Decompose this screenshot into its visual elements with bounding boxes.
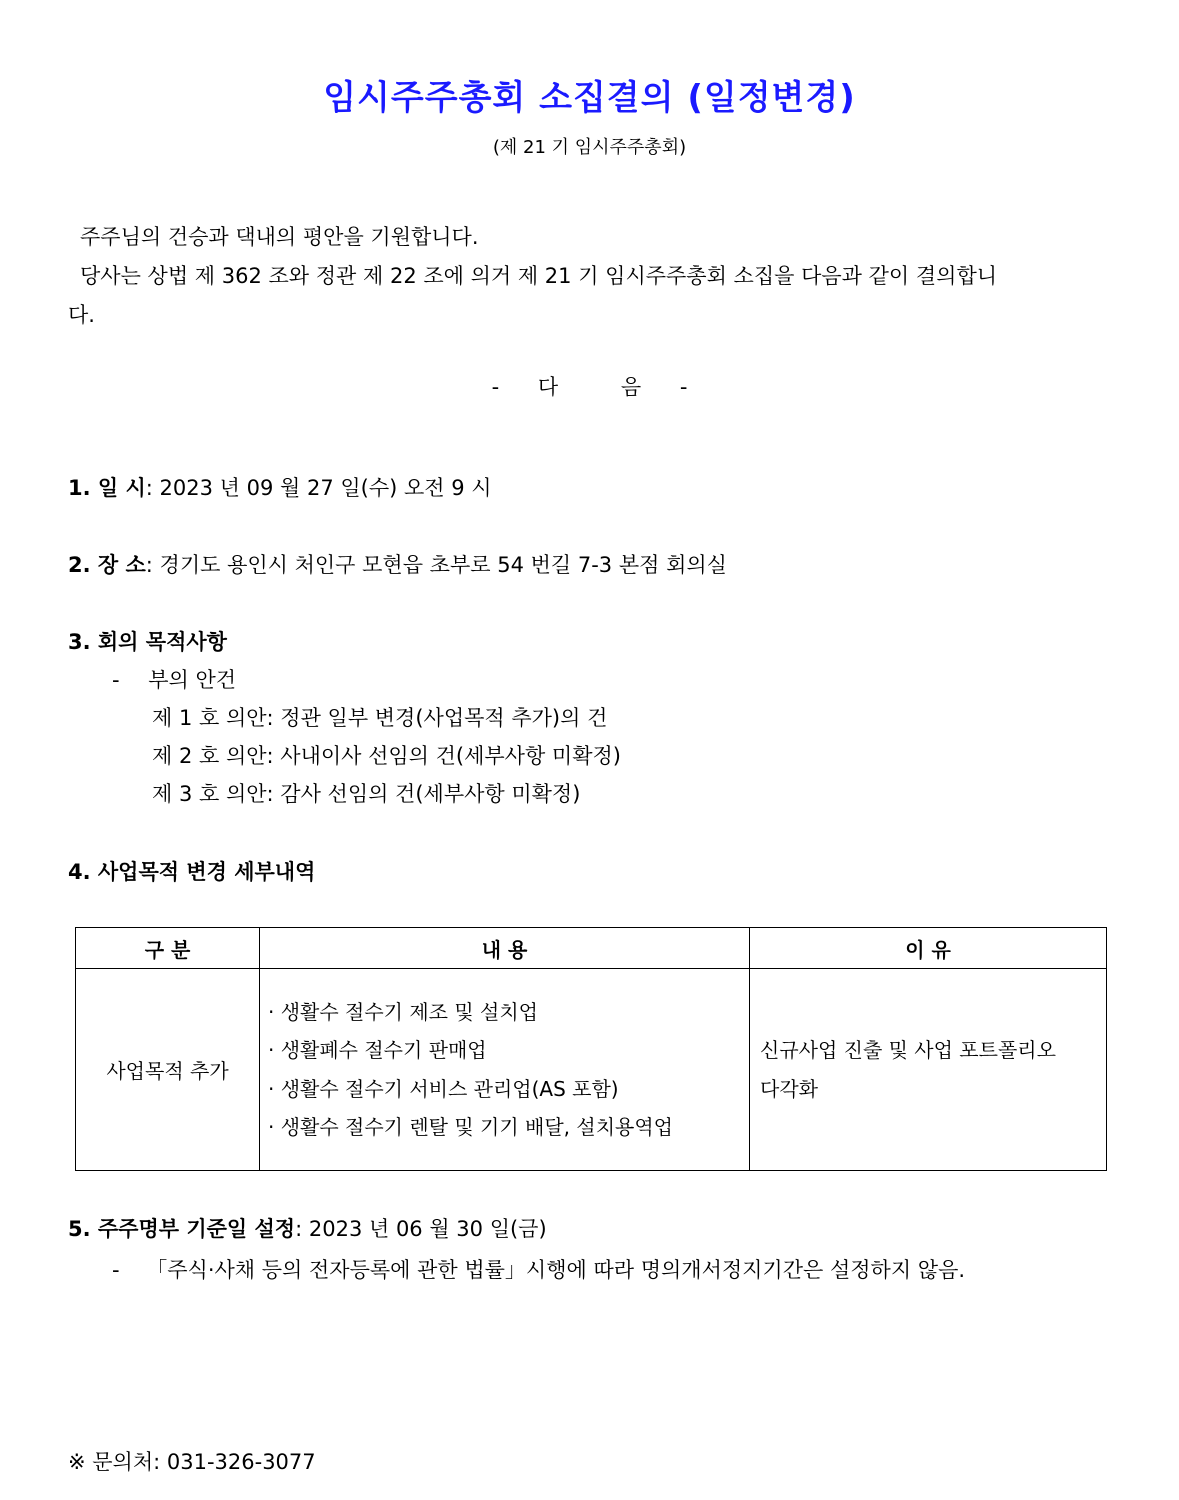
table-row <box>76 969 1107 1171</box>
section-value: : 2023 년 06 월 30 일(금) <box>295 1217 547 1241</box>
document-title: 임시주주총회 소집결의 (일정변경) <box>323 78 856 118</box>
intro-line: 주주님의 건승과 댁내의 평안을 기원합니다. <box>80 225 479 249</box>
intro-line: 다. <box>68 303 95 327</box>
table-header: 이 유 <box>750 928 1107 969</box>
table-cell-category: 사업목적 추가 <box>76 969 260 1171</box>
section-business-purpose <box>68 856 315 886</box>
next-dash: - <box>491 375 500 399</box>
table-header: 구 분 <box>76 928 260 969</box>
section-value: : 경기도 용인시 처인구 모현읍 초부로 54 번길 7-3 본점 회의실 <box>145 553 727 577</box>
next-char: 음 <box>620 375 642 399</box>
agenda-item: 제 2 호 의안: 사내이사 선임의 건(세부사항 미확정) <box>152 744 621 768</box>
record-date-note <box>112 1254 965 1284</box>
agenda-dash: - <box>112 668 120 692</box>
agenda-item: 제 1 호 의안: 정관 일부 변경(사업목적 추가)의 건 <box>152 706 608 730</box>
section-record-date <box>68 1213 547 1243</box>
content-item: · 생활수 절수기 렌탈 및 기기 배달, 설치용역업 <box>268 1115 673 1139</box>
contact-info: ※ 문의처: 031-326-3077 <box>68 1450 316 1474</box>
note-text: 「주식·사채 등의 전자등록에 관한 법률」시행에 따라 명의개서정지기간은 설정하지 않음. <box>146 1258 966 1282</box>
content-item: · 생활수 절수기 제조 및 설치업 <box>268 999 538 1024</box>
section-label: 4. 사업목적 변경 세부내역 <box>68 860 316 884</box>
section-label: 3. 회의 목적사항 <box>68 630 227 654</box>
content-item: · 생활수 절수기 서비스 관리업(AS 포함) <box>268 1076 619 1101</box>
table-header-row <box>76 928 1107 969</box>
table-cell-contents <box>260 969 750 1171</box>
section-datetime <box>68 472 492 502</box>
table-cell-reason <box>750 969 1107 1171</box>
section-place <box>68 549 727 579</box>
agenda-sub <box>112 664 236 694</box>
agenda-sub-label: 부의 안건 <box>148 668 237 692</box>
content-item: · 생활폐수 절수기 판매업 <box>268 1038 487 1062</box>
agenda-item: 제 3 호 의안: 감사 선임의 건(세부사항 미확정) <box>152 782 581 806</box>
next-heading <box>0 371 1179 401</box>
business-purpose-table <box>75 927 1107 1171</box>
intro-paragraph <box>68 218 1108 335</box>
section-label: 2. 장 소 <box>68 553 146 577</box>
section-label: 5. 주주명부 기준일 설정 <box>68 1217 296 1241</box>
document-subtitle: (제 21 기 임시주주총회) <box>492 137 687 158</box>
section-label: 1. 일 시 <box>68 476 146 500</box>
table-header: 내 용 <box>260 928 750 969</box>
reason-line: 다각화 <box>760 1076 818 1101</box>
reason-line: 신규사업 진출 및 사업 포트폴리오 <box>760 1038 1056 1062</box>
next-char: 다 <box>537 375 559 399</box>
intro-line: 당사는 상법 제 362 조와 정관 제 22 조에 의거 제 21 기 임시주주총회 소집을 다음과 같이 결의합니 <box>80 264 998 288</box>
note-dash: - <box>112 1258 120 1282</box>
section-value: : 2023 년 09 월 27 일(수) 오전 9 시 <box>145 476 492 500</box>
section-agenda <box>68 626 227 656</box>
next-dash: - <box>679 375 688 399</box>
